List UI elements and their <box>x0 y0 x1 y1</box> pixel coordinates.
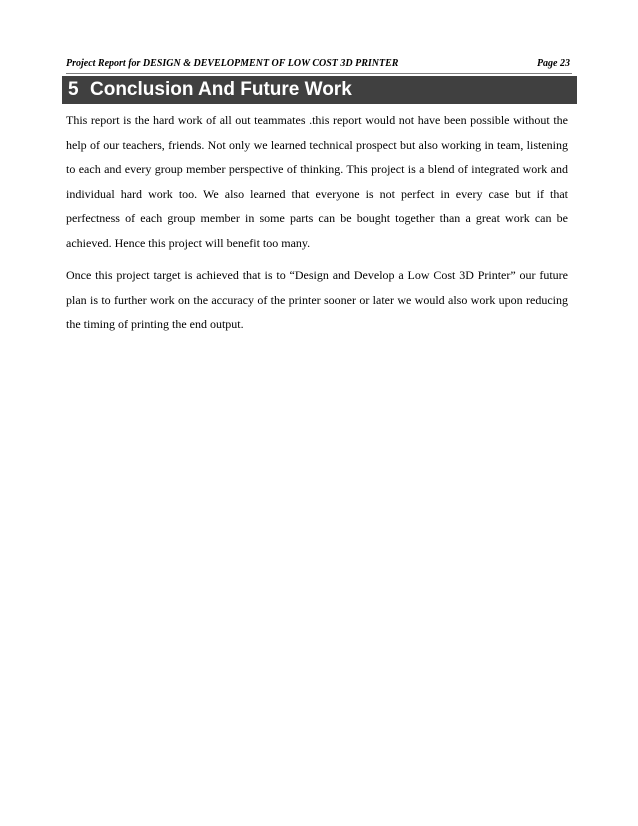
section-heading <box>62 76 577 104</box>
header-title: Project Report for DESIGN & DEVELOPMENT OF LOW COST 3D PRINTER <box>66 58 399 69</box>
paragraph-future-work: Once this project target is achieved that is to “Design and Develop a Low Cost 3D Printer” our future plan is to further work on the accuracy of the printer sooner or later we would also work upon reducing the timing of printing the end output. <box>66 268 568 331</box>
paragraph-conclusion: This report is the hard work of all out teammates .this report would not have been possible without the help of our teachers, friends. Not only we learned technical prospect but also working in team, listening to each and every group member perspective of thinking. This project is a blend of integrated work and individual hard work too. We also learned that everyone is not perfect in every case but if that perfectness of each group member in some parts can be bought together than a great work can be achieved. Hence this project will benefit too many. <box>66 113 568 250</box>
page-header <box>66 57 572 74</box>
section-number: 5 <box>68 79 79 100</box>
section-title: Conclusion And Future Work <box>90 79 352 100</box>
page-number: Page 23 <box>536 58 570 69</box>
